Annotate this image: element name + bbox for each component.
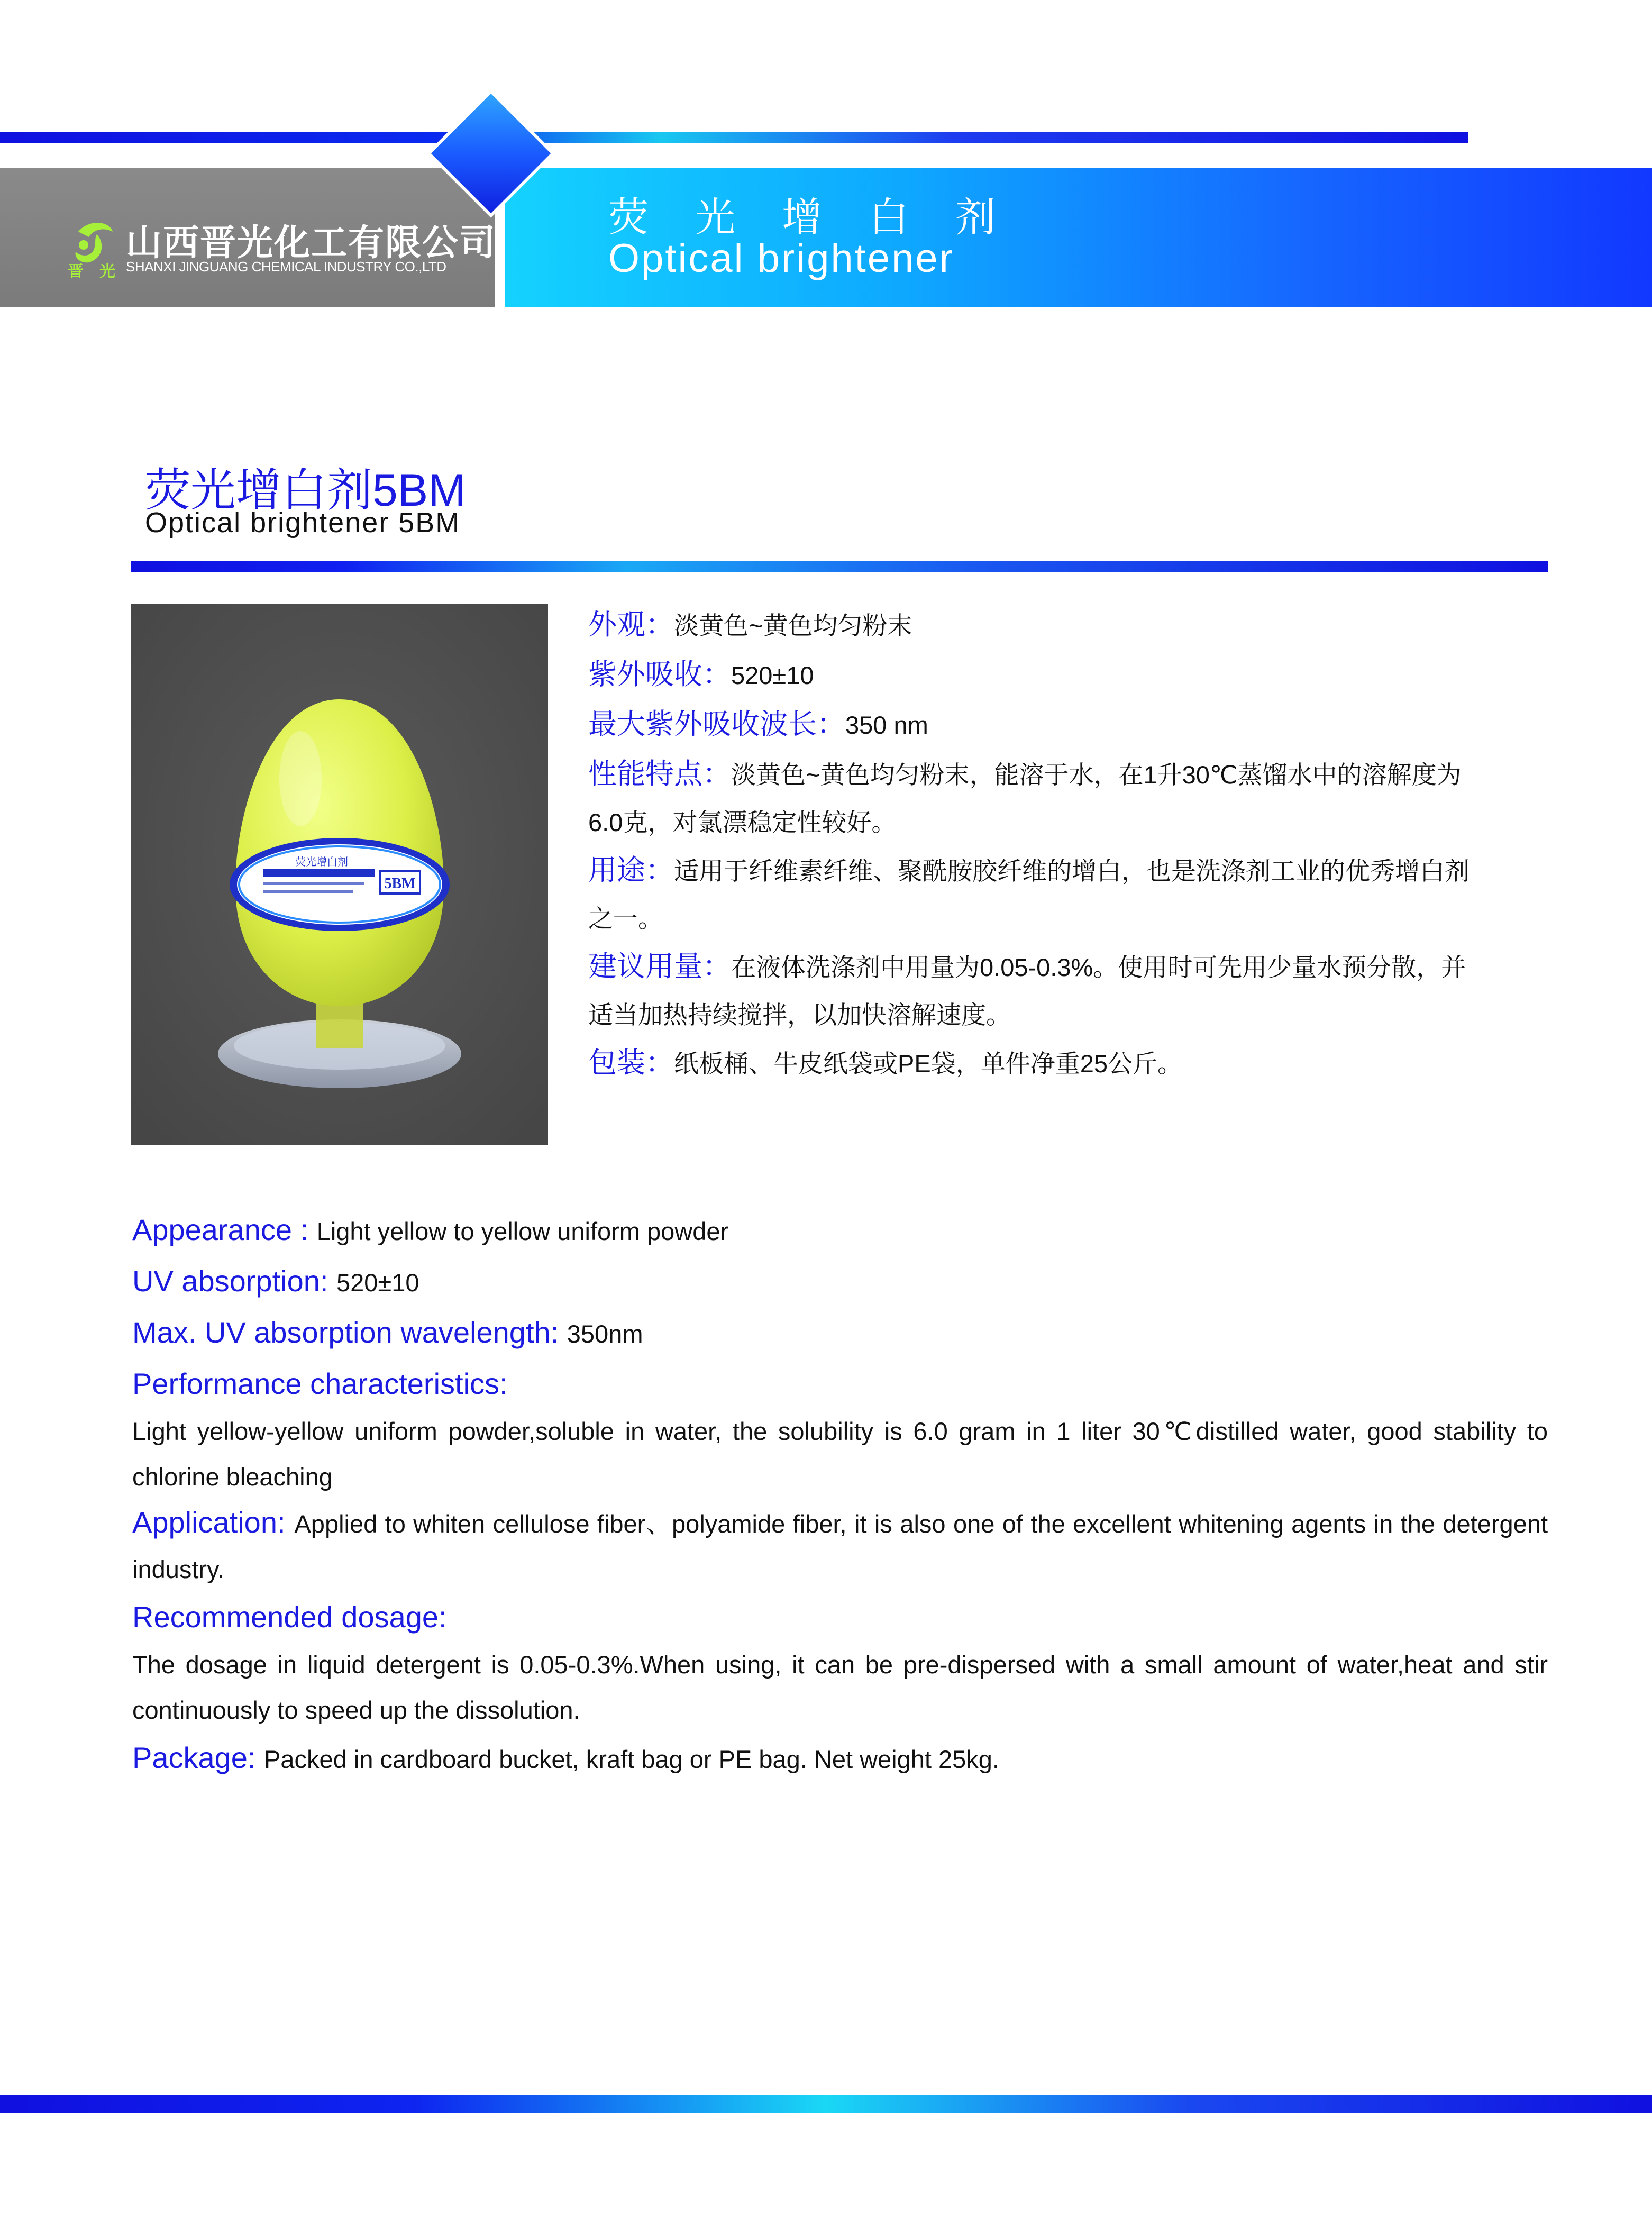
bottle-label-name: 荧光增白剂 xyxy=(295,855,348,868)
bottle-label-code: 5BM xyxy=(384,876,416,892)
en-spec-list xyxy=(132,1205,1548,1784)
company-short-name: 晋光 xyxy=(68,263,131,280)
cn-uv-value: 520±10 xyxy=(731,661,814,689)
cn-package-key: 包装： xyxy=(588,1047,674,1079)
en-appearance-value: Light yellow to yellow uniform powder xyxy=(316,1217,729,1245)
en-performance-value: Light yellow-yellow uniform powder,soluble in water, the solubility is 6.0 gram in 1 liter 30℃distilled water, good stability to chlorine bleaching xyxy=(132,1417,1548,1491)
cn-use-key: 用途： xyxy=(588,854,674,886)
cn-dosage-cont: 适当加热持续搅拌，以加快溶解速度。 xyxy=(588,1001,1011,1029)
cn-wavelength-value: 350 nm xyxy=(845,711,928,739)
en-dosage-key: Recommended dosage: xyxy=(132,1600,447,1634)
en-package-key: Package: xyxy=(132,1741,264,1774)
cn-appearance-key: 外观： xyxy=(588,609,674,641)
product-title-en: Optical brightener 5BM xyxy=(145,507,461,539)
category-title-cn: 荧光增白剂 xyxy=(608,195,1042,240)
company-name-en: SHANXI JINGUANG CHEMICAL INDUSTRY CO.,LTD xyxy=(126,259,446,275)
en-application-key: Application: xyxy=(132,1506,295,1539)
en-performance-key: Performance characteristics: xyxy=(132,1367,508,1400)
en-appearance-key: Appearance : xyxy=(132,1213,317,1246)
cn-package-value: 纸板桶、牛皮纸袋或PE袋，单件净重25公斤。 xyxy=(674,1050,1182,1078)
company-name-cn: 山西晋光化工有限公司 xyxy=(126,223,497,263)
cn-dosage-key: 建议用量： xyxy=(588,951,731,982)
cn-use-value: 适用于纤维素纤维、聚酰胺胶纤维的增白，也是洗涤剂工业的优秀增白剂 xyxy=(674,857,1470,885)
cn-performance-key: 性能特点： xyxy=(588,758,731,790)
cn-wavelength-row xyxy=(588,700,1549,750)
en-appearance-row xyxy=(132,1205,1548,1256)
cn-spec-list xyxy=(588,600,1549,1088)
title-divider xyxy=(131,561,1548,572)
en-dosage-value: The dosage in liquid detergent is 0.05-0.3%.When using, it can be pre-dispersed with a small amount of water,heat and stir continuously to speed up the dissolution. xyxy=(132,1650,1548,1724)
cn-use-cont: 之一。 xyxy=(588,905,663,933)
en-uv-row xyxy=(132,1256,1548,1308)
cn-uv-row xyxy=(588,650,1549,700)
product-photo xyxy=(131,604,548,1145)
cn-wavelength-key: 最大紫外吸收波长： xyxy=(588,708,845,740)
en-uv-key: UV absorption: xyxy=(132,1264,336,1298)
cn-uv-key: 紫外吸收： xyxy=(588,659,731,690)
cn-dosage-value: 在液体洗涤剂中用量为0.05-0.3%。使用时可先用少量水预分散，并 xyxy=(731,953,1466,981)
header-top-stripe xyxy=(0,132,1468,143)
product-title-cn: 荧光增白剂5BM xyxy=(145,465,466,516)
en-wavelength-value: 350nm xyxy=(567,1320,643,1348)
footer-stripe xyxy=(0,2095,1652,2113)
en-application-row xyxy=(132,1500,1548,1592)
en-wavelength-key: Max. UV absorption wavelength: xyxy=(132,1316,567,1349)
cn-dosage-row xyxy=(588,942,1549,992)
category-title-en: Optical brightener xyxy=(608,236,954,281)
cn-use-row xyxy=(588,846,1549,896)
cn-package-row xyxy=(588,1038,1549,1088)
cn-performance-value: 淡黄色~黄色均匀粉末，能溶于水，在1升30℃蒸馏水中的溶解度为 xyxy=(731,761,1462,789)
en-application-value: Applied to whiten cellulose fiber、polyamide fiber, it is also one of the excellent whitening agents in the detergent industry. xyxy=(132,1510,1548,1583)
en-package-row xyxy=(132,1733,1548,1784)
en-wavelength-row xyxy=(132,1308,1548,1359)
cn-performance-cont: 6.0克，对氯漂稳定性较好。 xyxy=(588,808,897,836)
cn-appearance-value: 淡黄色~黄色均匀粉末 xyxy=(674,612,912,640)
en-uv-value: 520±10 xyxy=(336,1269,419,1297)
en-package-value: Packed in cardboard bucket, kraft bag or PE bag. Net weight 25kg. xyxy=(264,1745,999,1773)
cn-appearance-row xyxy=(588,600,1549,650)
cn-performance-row xyxy=(588,750,1549,799)
